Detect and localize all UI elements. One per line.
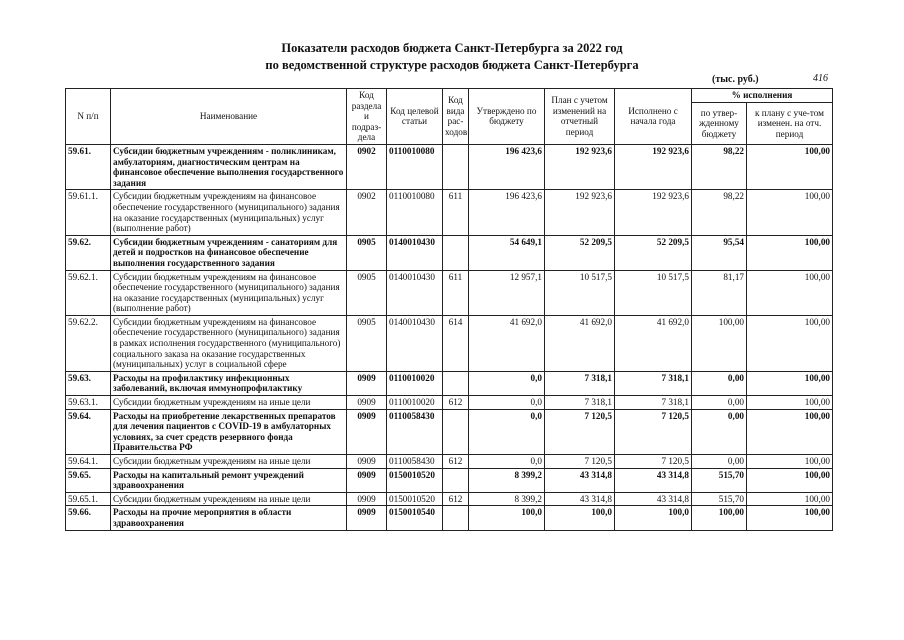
row-approved: 196 423,6	[469, 190, 545, 235]
budget-table	[65, 88, 833, 531]
row-type-code: 612	[443, 492, 469, 506]
units-label: (тыс. руб.)	[712, 74, 759, 85]
row-name: Субсидии бюджетным учреждениям на иные цели	[111, 455, 347, 469]
row-target-code: 0110058430	[387, 409, 443, 454]
row-executed: 7 318,1	[615, 396, 692, 410]
row-approved: 0,0	[469, 409, 545, 454]
row-plan: 192 923,6	[545, 190, 615, 235]
row-name: Субсидии бюджетным учреждениям на финансовое обеспечение государственного (муниципального) задания на оказание государственных (муниципальных) услуг (выполнение работ)	[111, 270, 347, 315]
row-section-code: 0909	[347, 409, 387, 454]
header-approved: Утверждено по бюджету	[469, 89, 545, 145]
row-target-code: 0140010430	[387, 270, 443, 315]
row-pct-approved: 98,22	[692, 144, 747, 189]
table-row	[66, 506, 833, 530]
row-type-code	[443, 409, 469, 454]
row-name: Расходы на прочие мероприятия в области здравоохранения	[111, 506, 347, 530]
row-plan: 7 120,5	[545, 409, 615, 454]
row-pct-plan: 100,00	[747, 235, 833, 270]
row-name: Расходы на профилактику инфекционных заболеваний, включая иммунопрофилактику	[111, 371, 347, 395]
row-plan: 52 209,5	[545, 235, 615, 270]
table-row	[66, 468, 833, 492]
row-type-code: 614	[443, 315, 469, 371]
row-pct-plan: 100,00	[747, 455, 833, 469]
row-pct-approved: 0,00	[692, 455, 747, 469]
row-name: Субсидии бюджетным учреждениям - поликлиникам, амбулаториям, диагностическим центрам на финансовое обеспечение выполнения государственного задания	[111, 144, 347, 189]
header-pct-approved: по утвер-жденному бюджету	[692, 103, 747, 145]
row-pct-plan: 100,00	[747, 409, 833, 454]
row-approved: 0,0	[469, 396, 545, 410]
row-executed: 7 318,1	[615, 371, 692, 395]
row-number: 59.61.	[66, 144, 111, 189]
row-section-code: 0909	[347, 371, 387, 395]
row-type-code: 612	[443, 396, 469, 410]
table-row	[66, 144, 833, 189]
title-line-2: по ведомственной структуре расходов бюджета Санкт-Петербурга	[265, 58, 639, 72]
row-executed: 52 209,5	[615, 235, 692, 270]
row-target-code: 0140010430	[387, 315, 443, 371]
row-number: 59.64.	[66, 409, 111, 454]
row-pct-approved: 100,00	[692, 315, 747, 371]
row-approved: 12 957,1	[469, 270, 545, 315]
row-executed: 7 120,5	[615, 409, 692, 454]
row-pct-approved: 0,00	[692, 396, 747, 410]
row-target-code: 0110010020	[387, 371, 443, 395]
row-executed: 10 517,5	[615, 270, 692, 315]
row-section-code: 0902	[347, 144, 387, 189]
header-num: N п/п	[66, 89, 111, 145]
row-approved: 196 423,6	[469, 144, 545, 189]
row-section-code: 0909	[347, 468, 387, 492]
row-section-code: 0909	[347, 506, 387, 530]
header-name: Наименование	[111, 89, 347, 145]
row-pct-plan: 100,00	[747, 144, 833, 189]
row-name: Субсидии бюджетным учреждениям на иные цели	[111, 492, 347, 506]
row-pct-plan: 100,00	[747, 190, 833, 235]
row-pct-plan: 100,00	[747, 492, 833, 506]
row-type-code	[443, 506, 469, 530]
row-pct-approved: 0,00	[692, 371, 747, 395]
row-number: 59.65.1.	[66, 492, 111, 506]
row-section-code: 0902	[347, 190, 387, 235]
row-target-code: 0110010020	[387, 396, 443, 410]
row-pct-plan: 100,00	[747, 371, 833, 395]
row-executed: 43 314,8	[615, 492, 692, 506]
row-target-code: 0110010080	[387, 190, 443, 235]
row-approved: 0,0	[469, 455, 545, 469]
row-number: 59.66.	[66, 506, 111, 530]
row-type-code	[443, 468, 469, 492]
row-approved: 0,0	[469, 371, 545, 395]
row-plan: 7 318,1	[545, 396, 615, 410]
row-number: 59.62.	[66, 235, 111, 270]
row-executed: 192 923,6	[615, 144, 692, 189]
row-section-code: 0905	[347, 315, 387, 371]
row-name: Субсидии бюджетным учреждениям на иные цели	[111, 396, 347, 410]
row-pct-approved: 0,00	[692, 409, 747, 454]
row-pct-plan: 100,00	[747, 468, 833, 492]
row-name: Субсидии бюджетным учреждениям - санаториям для детей и подростков на финансовое обеспечение выполнения государственного задания	[111, 235, 347, 270]
header-plan: План с учетом изменений на отчетный период	[545, 89, 615, 145]
row-target-code: 0150010520	[387, 492, 443, 506]
table-body	[66, 144, 833, 530]
row-type-code	[443, 144, 469, 189]
row-pct-plan: 100,00	[747, 315, 833, 371]
table-row	[66, 190, 833, 235]
row-pct-approved: 98,22	[692, 190, 747, 235]
row-name: Расходы на капитальный ремонт учреждений здравоохранения	[111, 468, 347, 492]
title-line-1: Показатели расходов бюджета Санкт-Петербурга за 2022 год	[281, 41, 623, 55]
row-section-code: 0909	[347, 455, 387, 469]
row-section-code: 0909	[347, 396, 387, 410]
header-target-code: Код целевой статьи	[387, 89, 443, 145]
row-type-code: 611	[443, 190, 469, 235]
row-number: 59.61.1.	[66, 190, 111, 235]
row-pct-plan: 100,00	[747, 506, 833, 530]
row-executed: 43 314,8	[615, 468, 692, 492]
row-pct-approved: 81,17	[692, 270, 747, 315]
row-pct-approved: 515,70	[692, 468, 747, 492]
row-name: Расходы на приобретение лекарственных препаратов для лечения пациентов с COVID-19 в амбулаторных условиях, за счет средств резервного фонда Правительства РФ	[111, 409, 347, 454]
row-section-code: 0905	[347, 270, 387, 315]
row-name: Субсидии бюджетным учреждениям на финансовое обеспечение государственного (муниципального) задания на оказание государственных (муниципальных) услуг (выполнение работ)	[111, 190, 347, 235]
row-number: 59.62.2.	[66, 315, 111, 371]
table-row	[66, 315, 833, 371]
row-pct-approved: 95,54	[692, 235, 747, 270]
row-type-code: 612	[443, 455, 469, 469]
row-type-code	[443, 371, 469, 395]
table-row	[66, 455, 833, 469]
row-target-code: 0110058430	[387, 455, 443, 469]
header-executed: Исполнено с начала года	[615, 89, 692, 145]
row-section-code: 0909	[347, 492, 387, 506]
row-type-code: 611	[443, 270, 469, 315]
table-row	[66, 235, 833, 270]
row-plan: 7 318,1	[545, 371, 615, 395]
row-plan: 43 314,8	[545, 492, 615, 506]
row-pct-plan: 100,00	[747, 396, 833, 410]
row-target-code: 0150010540	[387, 506, 443, 530]
row-executed: 192 923,6	[615, 190, 692, 235]
row-number: 59.63.	[66, 371, 111, 395]
row-target-code: 0110010080	[387, 144, 443, 189]
row-number: 59.62.1.	[66, 270, 111, 315]
row-number: 59.63.1.	[66, 396, 111, 410]
row-executed: 7 120,5	[615, 455, 692, 469]
row-target-code: 0150010520	[387, 468, 443, 492]
page-number: 416	[813, 73, 828, 84]
row-pct-approved: 100,00	[692, 506, 747, 530]
row-plan: 100,0	[545, 506, 615, 530]
row-plan: 41 692,0	[545, 315, 615, 371]
table-row	[66, 396, 833, 410]
row-type-code	[443, 235, 469, 270]
row-plan: 192 923,6	[545, 144, 615, 189]
row-plan: 7 120,5	[545, 455, 615, 469]
header-section-code: Код раздела и подраз-дела	[347, 89, 387, 145]
table-row	[66, 409, 833, 454]
row-approved: 54 649,1	[469, 235, 545, 270]
row-section-code: 0905	[347, 235, 387, 270]
table-row	[66, 492, 833, 506]
header-expense-type-code: Код вида рас-ходов	[443, 89, 469, 145]
row-number: 59.65.	[66, 468, 111, 492]
document-title	[0, 40, 904, 74]
row-pct-approved: 515,70	[692, 492, 747, 506]
table-row	[66, 371, 833, 395]
row-pct-plan: 100,00	[747, 270, 833, 315]
row-approved: 8 399,2	[469, 468, 545, 492]
row-plan: 10 517,5	[545, 270, 615, 315]
header-pct-plan: к плану с уче-том изменен. на отч. период	[747, 103, 833, 145]
row-approved: 100,0	[469, 506, 545, 530]
row-approved: 41 692,0	[469, 315, 545, 371]
row-plan: 43 314,8	[545, 468, 615, 492]
row-approved: 8 399,2	[469, 492, 545, 506]
table-header	[66, 89, 833, 145]
row-executed: 100,0	[615, 506, 692, 530]
row-target-code: 0140010430	[387, 235, 443, 270]
row-executed: 41 692,0	[615, 315, 692, 371]
header-percent: % исполнения	[692, 89, 833, 103]
row-name: Субсидии бюджетным учреждениям на финансовое обеспечение государственного (муниципального) задания в рамках исполнения государственного (муниципального) социального заказа на оказание государственных (муниципальных) услуг в социальной сфере	[111, 315, 347, 371]
row-number: 59.64.1.	[66, 455, 111, 469]
table-row	[66, 270, 833, 315]
